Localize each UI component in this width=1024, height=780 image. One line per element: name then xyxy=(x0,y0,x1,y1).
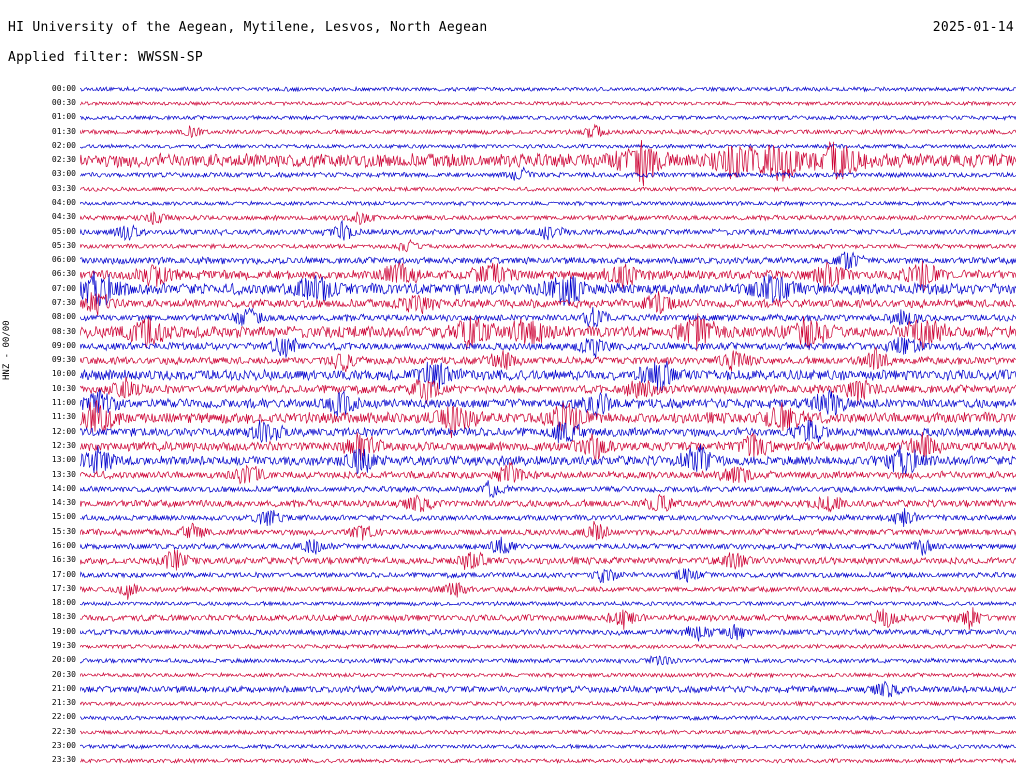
time-tick-label: 10:00 xyxy=(51,369,76,379)
trace-line xyxy=(80,568,1016,583)
time-tick-label: 19:30 xyxy=(51,641,76,651)
time-tick-label: 11:30 xyxy=(51,412,76,422)
time-tick-label: 02:30 xyxy=(51,155,76,165)
time-tick-label: 03:30 xyxy=(51,183,76,193)
station-title: HI University of the Aegean, Mytilene, Lesvos, North Aegean xyxy=(8,20,488,35)
trace-line xyxy=(80,537,1016,556)
trace-line xyxy=(80,252,1016,270)
trace-line xyxy=(80,125,1016,138)
trace-line xyxy=(80,187,1016,191)
trace-line xyxy=(80,508,1016,527)
trace-canvas xyxy=(80,82,1016,768)
trace-line xyxy=(80,601,1016,605)
time-tick-label: 17:00 xyxy=(51,569,76,579)
y-axis-label: HNZ - 00/00 xyxy=(2,320,12,380)
trace-line xyxy=(80,583,1016,600)
trace-line xyxy=(80,167,1016,180)
time-tick-label: 02:00 xyxy=(51,140,76,150)
time-tick-label: 18:00 xyxy=(51,598,76,608)
trace-line xyxy=(80,361,1016,391)
trace-line xyxy=(80,744,1016,748)
time-tick-label: 04:30 xyxy=(51,212,76,222)
time-tick-label: 00:00 xyxy=(51,83,76,93)
time-tick-label: 01:00 xyxy=(51,112,76,122)
time-tick-label: 04:00 xyxy=(51,197,76,207)
trace-line xyxy=(80,307,1016,327)
time-tick-label: 20:00 xyxy=(51,655,76,665)
time-tick-label: 17:30 xyxy=(51,583,76,593)
time-tick-label: 15:00 xyxy=(51,512,76,522)
trace-line xyxy=(80,348,1016,372)
trace-line xyxy=(80,607,1016,630)
time-tick-label: 06:00 xyxy=(51,255,76,265)
trace-line xyxy=(80,240,1016,252)
time-tick-label: 13:00 xyxy=(51,455,76,465)
time-tick-label: 05:30 xyxy=(51,240,76,250)
time-tick-label: 20:30 xyxy=(51,669,76,679)
time-tick-label: 22:30 xyxy=(51,726,76,736)
time-tick-label: 16:30 xyxy=(51,555,76,565)
time-tick-label: 11:00 xyxy=(51,398,76,408)
trace-line xyxy=(80,116,1016,120)
time-tick-label: 03:00 xyxy=(51,169,76,179)
time-tick-label: 12:30 xyxy=(51,440,76,450)
trace-line xyxy=(80,550,1016,571)
time-tick-label: 07:30 xyxy=(51,298,76,308)
trace-line xyxy=(80,212,1016,225)
time-tick-label: 14:00 xyxy=(51,483,76,493)
time-tick-label: 19:00 xyxy=(51,626,76,636)
time-tick-label: 15:30 xyxy=(51,526,76,536)
trace-line xyxy=(80,495,1016,513)
trace-line xyxy=(80,656,1016,665)
trace-line xyxy=(80,377,1016,405)
trace-line xyxy=(80,702,1016,706)
trace-line xyxy=(80,221,1016,241)
trace-line xyxy=(80,521,1016,540)
time-tick-label: 14:30 xyxy=(51,498,76,508)
trace-line xyxy=(80,624,1016,641)
trace-line xyxy=(80,102,1016,106)
trace-line xyxy=(80,759,1016,763)
time-tick-label: 16:00 xyxy=(51,540,76,550)
time-tick-label: 18:30 xyxy=(51,612,76,622)
time-tick-label: 13:30 xyxy=(51,469,76,479)
trace-line xyxy=(80,291,1016,316)
trace-line xyxy=(80,201,1016,205)
record-date: 2025-01-14 xyxy=(932,20,1014,35)
applied-filter-label: Applied filter: WWSSN-SP xyxy=(8,50,204,65)
trace-line xyxy=(80,87,1016,91)
time-tick-label: 09:30 xyxy=(51,355,76,365)
trace-line xyxy=(80,673,1016,677)
trace-line xyxy=(80,716,1016,720)
trace-line xyxy=(80,730,1016,734)
trace-line xyxy=(80,681,1016,697)
time-tick-label: 00:30 xyxy=(51,97,76,107)
time-tick-label: 23:30 xyxy=(51,755,76,765)
time-tick-label: 07:00 xyxy=(51,283,76,293)
time-tick-label: 08:30 xyxy=(51,326,76,336)
time-tick-label: 22:00 xyxy=(51,712,76,722)
time-tick-label: 01:30 xyxy=(51,126,76,136)
trace-line xyxy=(80,432,1016,461)
time-tick-label: 05:00 xyxy=(51,226,76,236)
time-tick-label: 06:30 xyxy=(51,269,76,279)
seismogram-plot xyxy=(80,82,1016,768)
time-tick-label: 12:00 xyxy=(51,426,76,436)
trace-line xyxy=(80,144,1016,148)
time-tick-label: 10:30 xyxy=(51,383,76,393)
time-tick-label: 23:00 xyxy=(51,741,76,751)
time-tick-label: 09:00 xyxy=(51,340,76,350)
trace-line xyxy=(80,644,1016,648)
time-tick-label: 08:00 xyxy=(51,312,76,322)
trace-line xyxy=(80,480,1016,497)
time-tick-label: 21:30 xyxy=(51,698,76,708)
time-tick-label: 21:00 xyxy=(51,683,76,693)
